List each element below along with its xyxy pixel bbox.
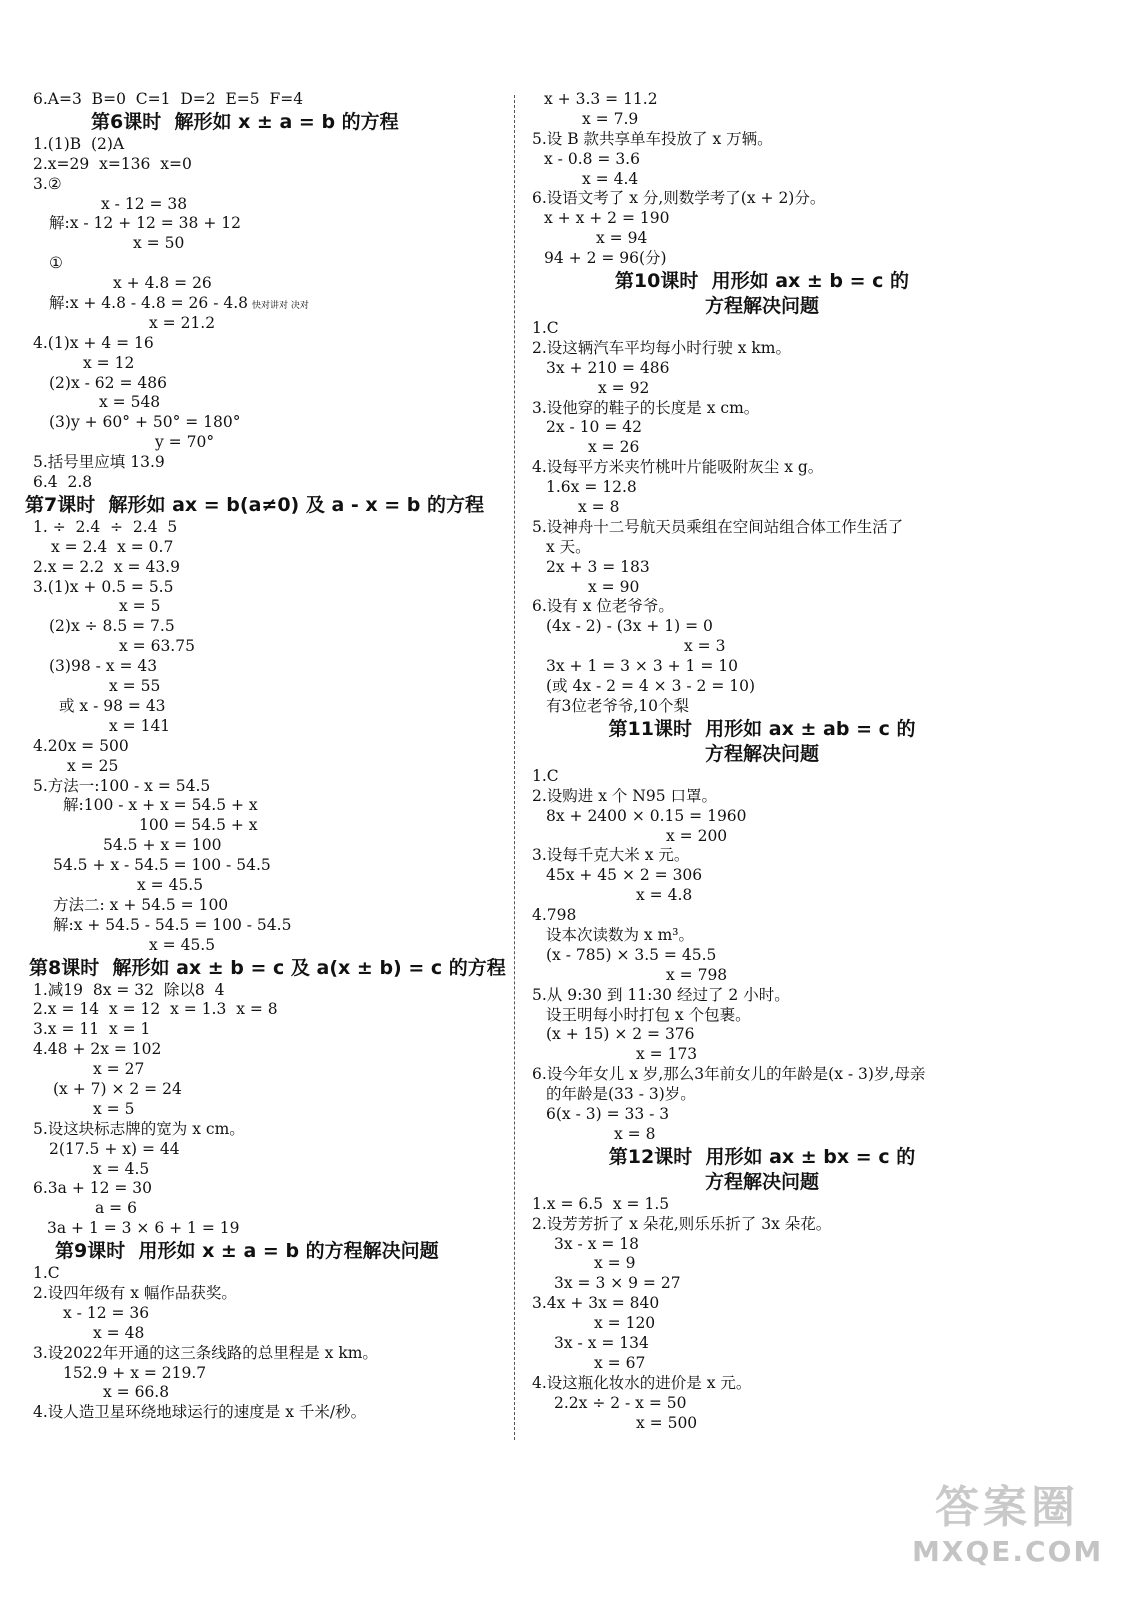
answer-line: x = 25 <box>67 756 119 775</box>
answer-line: x = 45.5 <box>149 935 216 954</box>
answer-line: 4.48 + 2x = 102 <box>33 1040 162 1059</box>
lesson-heading: 第12课时 用形如 ax ± bx = c 的 <box>608 1145 916 1168</box>
answer-line: y = 70° <box>155 433 215 452</box>
answer-line: x = 63.75 <box>119 637 195 656</box>
answer-line: 54.5 + x = 100 <box>103 836 222 855</box>
answer-line: 2x + 3 = 183 <box>546 557 650 576</box>
answer-line: x = 548 <box>99 393 161 412</box>
answer-line: x = 12 <box>83 353 135 372</box>
answer-line: x = 120 <box>594 1314 656 1333</box>
answer-line: x = 4.4 <box>582 169 639 188</box>
answer-line: 8x + 2400 × 0.15 = 1960 <box>546 806 747 825</box>
answer-line: 152.9 + x = 219.7 <box>63 1363 207 1382</box>
answer-line: 5.设 B 款共享单车投放了 x 万辆。 <box>532 129 773 148</box>
answer-line: 3.② <box>33 174 62 193</box>
answer-line: 3a + 1 = 3 × 6 + 1 = 19 <box>47 1219 240 1238</box>
answer-line: 6.A=3 B=0 C=1 D=2 E=5 F=4 <box>33 90 304 108</box>
answer-line: 1.C <box>532 319 559 338</box>
answer-line: x = 45.5 <box>137 875 204 894</box>
answer-line: 3x - x = 18 <box>554 1234 640 1253</box>
watermark-url: MXQE.COM <box>912 1535 1104 1568</box>
answer-line: x = 2.4 x = 0.7 <box>51 537 174 556</box>
answer-line: 3.(1)x + 0.5 = 5.5 <box>33 577 174 596</box>
answer-line: x = 798 <box>666 965 728 984</box>
answer-line: x = 26 <box>588 438 640 457</box>
answer-line: 方法二: x + 54.5 = 100 <box>53 895 229 914</box>
answer-line: 2.x=29 x=136 x=0 <box>33 154 192 173</box>
answer-line: x - 0.8 = 3.6 <box>544 149 640 168</box>
answer-line: 设王明每小时打包 x 个包裹。 <box>546 1005 751 1024</box>
answer-line: 6.设有 x 位老爷爷。 <box>532 597 674 616</box>
answer-line: 有3位老爷爷,10个梨 <box>546 696 690 715</box>
answer-line: 1.(1)B (2)A <box>33 134 125 153</box>
answer-line: x = 8 <box>614 1124 656 1143</box>
answer-line: x = 500 <box>636 1413 698 1432</box>
answer-line: x = 50 <box>133 234 185 253</box>
answer-line: x = 7.9 <box>582 109 639 128</box>
answer-line: 6.3a + 12 = 30 <box>33 1179 153 1198</box>
lesson-heading: 第8课时 解形如 ax ± b = c 及 a(x ± b) = c 的方程 <box>29 956 506 979</box>
answer-line: (x + 15) × 2 = 376 <box>546 1025 695 1044</box>
answer-line: 3.设每千克大米 x 元。 <box>532 846 690 865</box>
answer-line: 3x + 210 = 486 <box>546 358 670 377</box>
answer-line: 45x + 45 × 2 = 306 <box>546 866 703 885</box>
answer-line: 6.4 2.8 <box>33 473 93 492</box>
answer-line: 4.设人造卫星环绕地球运行的速度是 x 千米/秒。 <box>33 1403 367 1422</box>
lesson-heading: 方程解决问题 <box>704 295 819 318</box>
answer-line: x = 173 <box>636 1045 698 1064</box>
answer-line: x = 90 <box>588 577 640 596</box>
answer-line: 6.设语文考了 x 分,则数学考了(x + 2)分。 <box>532 189 826 208</box>
answer-line: 100 = 54.5 + x <box>139 816 258 835</box>
answer-line: x = 3 <box>684 637 726 656</box>
lesson-heading: 第9课时 用形如 x ± a = b 的方程解决问题 <box>55 1240 439 1263</box>
answer-line: x + 4.8 = 26 <box>113 274 212 293</box>
lesson-heading: 第7课时 解形如 ax = b(a≠0) 及 a - x = b 的方程 <box>25 493 485 516</box>
answer-line: 2(17.5 + x) = 44 <box>49 1139 180 1158</box>
answer-line: 4.设这瓶化妆水的进价是 x 元。 <box>532 1373 752 1392</box>
answer-line: 解:x + 4.8 - 4.8 = 26 - 4.8 快对讲对 决对 <box>49 294 309 313</box>
answer-line: 1.C <box>532 766 559 785</box>
answer-line: 2.x = 14 x = 12 x = 1.3 x = 8 <box>33 1000 278 1019</box>
answer-line: x = 67 <box>594 1353 646 1372</box>
answer-line: a = 6 <box>95 1199 137 1218</box>
answer-line: x 天。 <box>546 537 591 556</box>
answer-line: (3)y + 60° + 50° = 180° <box>49 413 241 432</box>
answer-line: 2.设四年级有 x 幅作品获奖。 <box>33 1283 237 1302</box>
answer-line: x - 12 = 36 <box>63 1303 150 1322</box>
answer-line: 1.6x = 12.8 <box>546 478 637 497</box>
answer-line: 4.设每平方米夹竹桃叶片能吸附灰尘 x g。 <box>532 458 824 477</box>
lesson-heading: 第6课时 解形如 x ± a = b 的方程 <box>91 110 399 133</box>
answer-line: 6(x - 3) = 33 - 3 <box>546 1104 670 1123</box>
answer-line: x = 4.5 <box>93 1159 150 1178</box>
answer-line: 4.20x = 500 <box>33 736 129 755</box>
lesson-heading: 方程解决问题 <box>704 1170 819 1193</box>
answer-line: x = 4.8 <box>636 886 693 905</box>
answer-line: 4.(1)x + 4 = 16 <box>33 333 154 352</box>
column-divider <box>514 95 515 1440</box>
answer-line: 6.设今年女儿 x 岁,那么3年前女儿的年龄是(x - 3)岁,母亲 <box>532 1065 926 1084</box>
answer-line: 3.4x + 3x = 840 <box>532 1294 660 1313</box>
answer-line: 2.设芳芳折了 x 朵花,则乐乐折了 3x 朵花。 <box>532 1214 832 1233</box>
answer-line: x - 12 = 38 <box>101 194 188 213</box>
answer-line: 5.设神舟十二号航天员乘组在空间站组合体工作生活了 <box>532 517 904 536</box>
answer-line: 3x - x = 134 <box>554 1333 649 1352</box>
answer-line: 解:100 - x + x = 54.5 + x <box>63 796 258 815</box>
answer-line: (或 4x - 2 = 4 × 3 - 2 = 10) <box>546 677 756 696</box>
lesson-heading: 第11课时 用形如 ax ± ab = c 的 <box>608 717 916 740</box>
answer-line: x = 200 <box>666 826 728 845</box>
lesson-heading: 第10课时 用形如 ax ± b = c 的 <box>614 270 910 293</box>
site-watermark <box>912 1481 1102 1586</box>
answer-line: x = 5 <box>119 597 161 616</box>
left-column <box>25 90 533 1423</box>
watermark-logo-text: 答案圈 <box>935 1482 1079 1533</box>
answer-line: 的年龄是(33 - 3)岁。 <box>546 1085 696 1104</box>
right-column <box>532 90 1032 1433</box>
answer-line: x = 5 <box>93 1099 135 1118</box>
answer-line: x = 55 <box>109 677 161 696</box>
answer-line: 3.设2022年开通的这三条线路的总里程是 x km。 <box>33 1343 378 1362</box>
answer-line: (x - 785) × 3.5 = 45.5 <box>546 945 717 964</box>
answer-line: x = 66.8 <box>103 1383 170 1402</box>
answer-line: (x + 7) × 2 = 24 <box>53 1079 182 1098</box>
answer-line: 5.从 9:30 到 11:30 经过了 2 小时。 <box>532 985 790 1004</box>
answer-line: 解:x + 54.5 - 54.5 = 100 - 54.5 <box>53 915 292 934</box>
answer-line: 2.设购进 x 个 N95 口罩。 <box>532 786 718 805</box>
answer-line: 2.2x ÷ 2 - x = 50 <box>554 1393 687 1412</box>
answer-line: ① <box>49 254 63 273</box>
answer-line: 2.设这辆汽车平均每小时行驶 x km。 <box>532 338 791 357</box>
answer-line: 5.方法一:100 - x = 54.5 <box>33 776 211 795</box>
answer-line: 3.设他穿的鞋子的长度是 x cm。 <box>532 398 760 417</box>
answer-line: 1.减19 8x = 32 除以8 4 <box>33 980 225 999</box>
answer-line: x = 94 <box>596 229 648 248</box>
answer-line: 3.x = 11 x = 1 <box>33 1020 151 1039</box>
answer-line: 5.设这块标志牌的宽为 x cm。 <box>33 1119 245 1138</box>
answer-line: x = 48 <box>93 1323 145 1342</box>
answer-line: (2)x - 62 = 486 <box>49 373 167 392</box>
answer-line: x + x + 2 = 190 <box>544 209 670 228</box>
answer-line: 解:x - 12 + 12 = 38 + 12 <box>49 214 241 233</box>
handwritten-note: 快对讲对 决对 <box>252 301 309 312</box>
answer-line: (4x - 2) - (3x + 1) = 0 <box>546 617 713 636</box>
answer-line: 5.括号里应填 13.9 <box>33 453 165 472</box>
answer-line: x = 27 <box>93 1060 145 1079</box>
answer-line: 2x - 10 = 42 <box>546 418 642 437</box>
answer-line: x = 21.2 <box>149 313 216 332</box>
answer-line: 3x + 1 = 3 × 3 + 1 = 10 <box>546 657 738 676</box>
answer-line: (2)x ÷ 8.5 = 7.5 <box>49 617 175 636</box>
answer-line: 4.798 <box>532 906 577 925</box>
answer-line: x = 8 <box>578 498 620 517</box>
answer-line: 设本次读数为 x m³。 <box>546 925 695 944</box>
answer-line: 1. ÷ 2.4 ÷ 2.4 5 <box>33 517 178 536</box>
answer-line: x = 141 <box>109 716 171 735</box>
answer-line: 1.C <box>33 1264 60 1283</box>
answer-line: 或 x - 98 = 43 <box>59 696 166 715</box>
answer-line: x + 3.3 = 11.2 <box>544 90 658 108</box>
answer-line: 3x = 3 × 9 = 27 <box>554 1274 681 1293</box>
answer-line: 1.x = 6.5 x = 1.5 <box>532 1194 670 1213</box>
lesson-heading: 方程解决问题 <box>704 742 819 765</box>
answer-line: (3)98 - x = 43 <box>49 657 158 676</box>
answer-line: x = 92 <box>598 378 650 397</box>
answer-line: x = 9 <box>594 1254 636 1273</box>
answer-line: 54.5 + x - 54.5 = 100 - 54.5 <box>53 856 271 875</box>
answer-line: 2.x = 2.2 x = 43.9 <box>33 557 180 576</box>
answer-line: 94 + 2 = 96(分) <box>544 249 667 268</box>
